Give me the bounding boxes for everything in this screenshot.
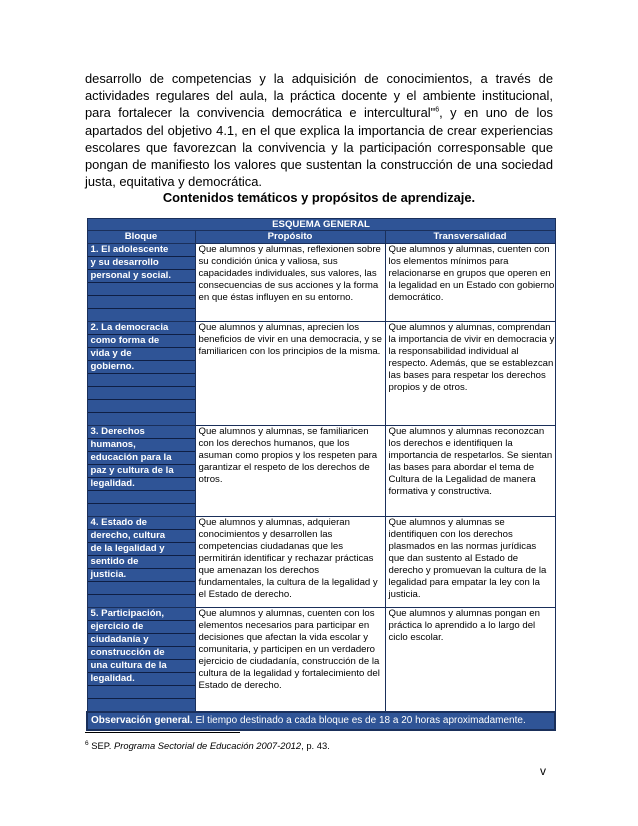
footnote-title: Programa Sectorial de Educación 2007-2012 <box>114 740 302 751</box>
bloque-cell <box>87 608 195 713</box>
bloque-line: paz y cultura de la <box>88 465 195 478</box>
bloque-line: y su desarrollo <box>88 257 195 270</box>
proposito-cell: Que alumnos y alumnas, cuenten con los elementos necesarios para participar en decisiones que afectan la vida escolar y comunitaria, y participen en un verdadero ejercicio de ciudadanía, construcción de la cultura de la legalidad y fortalecimiento del Estado de derecho. <box>195 608 385 713</box>
bloque-line: 1. El adolescente <box>88 244 195 257</box>
bloque-cell <box>87 426 195 517</box>
proposito-cell: Que alumnos y alumnas, adquieran conocimientos y desarrollen las competencias ciudadanas que les permitirán identificar y rechazar prácticas que amenazan los derechos fundamentales, la cultura de la legalidad y el Estado de derecho. <box>195 517 385 608</box>
content-table <box>86 218 556 731</box>
bloque-line: como forma de <box>88 335 195 348</box>
bloque-line: construcción de <box>88 647 195 660</box>
bloque-line: personal y social. <box>88 270 195 283</box>
bloque-line <box>88 374 195 387</box>
bloque-line <box>88 686 195 699</box>
footer-label: Observación general. <box>91 715 193 726</box>
paragraph-text-2: , y en uno de los apartados del objetivo 4.1, en el que explica la importancia de crear experiencias escolares que favorezcan la convivencia y la participación corresponsable que pongan de manifiesto los valores que sustentan la construcción de una sociedad justa, equitativa y democrática. <box>85 105 554 190</box>
bloque-line <box>88 400 195 413</box>
bloque-line: derecho, cultura <box>88 530 195 543</box>
table-row <box>87 517 555 608</box>
footnote-prefix: SEP. <box>88 740 114 751</box>
bloque-line <box>88 309 195 321</box>
body-paragraph <box>85 70 553 190</box>
table-title-row <box>87 219 555 231</box>
bloque-line <box>88 595 195 607</box>
page-number: v <box>540 764 546 778</box>
footer-text: El tiempo destinado a cada bloque es de 18 a 20 horas aproximadamente. <box>192 715 526 726</box>
table-row <box>87 608 555 713</box>
bloque-line <box>88 699 195 711</box>
bloque-line: una cultura de la <box>88 660 195 673</box>
bloque-line <box>88 283 195 296</box>
proposito-cell: Que alumnos y alumnas, aprecien los beneficios de vivir en una democracia, y se familiaricen con los principios de la misma. <box>195 322 385 426</box>
paragraph-text-1: desarrollo de competencias y la adquisición de conocimientos, a través de actividades regulares del aula, la práctica docente y el ambiente institucional, para fortalecer la convivencia democrática e intercultural" <box>85 71 553 121</box>
table-header-row <box>87 231 555 244</box>
bloque-line <box>88 491 195 504</box>
footnote <box>85 740 330 751</box>
bloque-line: ciudadanía y <box>88 634 195 647</box>
bloque-line: educación para la <box>88 452 195 465</box>
transversalidad-cell: Que alumnos y alumnas se identifiquen con los derechos plasmados en las normas jurídicas que dan sustento al Estado de derecho y promuevan la cultura de la legalidad para empatar la ley con la justicia. <box>385 517 555 608</box>
transversalidad-cell: Que alumnos y alumnas reconozcan los derechos e identifiquen la importancia de respetarlos. Se sientan las bases para abordar el tema de Cultura de la Legalidad de manera formativa y constructiva. <box>385 426 555 517</box>
bloque-line <box>88 387 195 400</box>
bloque-line: de la legalidad y <box>88 543 195 556</box>
bloque-line <box>88 413 195 425</box>
transversalidad-cell: Que alumnos y alumnas, cuenten con los elementos mínimos para relacionarse en grupos que operen en la legalidad en un Estado con gobierno democrático. <box>385 244 555 322</box>
table-row <box>87 322 555 426</box>
header-proposito: Propósito <box>195 231 385 244</box>
bloque-line: legalidad. <box>88 478 195 491</box>
bloque-line: 4. Estado de <box>88 517 195 530</box>
transversalidad-cell: Que alumnos y alumnas, comprendan la importancia de vivir en democracia y la responsabilidad individual al respecto. Además, que se establezcan las bases para respetar los derechos propios y de otros. <box>385 322 555 426</box>
bloque-line: 3. Derechos <box>88 426 195 439</box>
footnote-divider <box>85 732 240 733</box>
bloque-line: 5. Participación, <box>88 608 195 621</box>
table-row <box>87 244 555 322</box>
bloque-line: legalidad. <box>88 673 195 686</box>
header-bloque: Bloque <box>87 231 195 244</box>
bloque-cell <box>87 244 195 322</box>
bloque-cell <box>87 322 195 426</box>
bloque-line: vida y de <box>88 348 195 361</box>
table-caption: Contenidos temáticos y propósitos de aprendizaje. <box>162 190 476 205</box>
bloque-line: justicia. <box>88 569 195 582</box>
transversalidad-cell: Que alumnos y alumnas pongan en práctica lo aprendido a lo largo del ciclo escolar. <box>385 608 555 713</box>
bloque-line: humanos, <box>88 439 195 452</box>
header-transversalidad: Transversalidad <box>385 231 555 244</box>
proposito-cell: Que alumnos y alumnas, se familiaricen con los derechos humanos, que los asuman como propios y los respeten para garantizar el respeto de los derechos de otros. <box>195 426 385 517</box>
bloque-line <box>88 504 195 516</box>
bloque-line <box>88 582 195 595</box>
bloque-line <box>88 296 195 309</box>
table-footer <box>87 712 555 730</box>
table-footer-row <box>87 712 555 730</box>
bloque-line: gobierno. <box>88 361 195 374</box>
footnote-suffix: , p. 43. <box>301 740 330 751</box>
table-row <box>87 426 555 517</box>
footnote-ref: 6 <box>435 107 440 115</box>
bloque-line: sentido de <box>88 556 195 569</box>
footnote-marker: 6 <box>85 739 89 747</box>
bloque-cell <box>87 517 195 608</box>
table-title: ESQUEMA GENERAL <box>87 219 555 231</box>
proposito-cell: Que alumnos y alumnas, reflexionen sobre su condición única y valiosa, sus capacidades individuales, sus valores, las consecuencias de sus acciones y la forma en que éstas influyen en su entorno. <box>195 244 385 322</box>
bloque-line: 2. La democracia <box>88 322 195 335</box>
bloque-line: ejercicio de <box>88 621 195 634</box>
